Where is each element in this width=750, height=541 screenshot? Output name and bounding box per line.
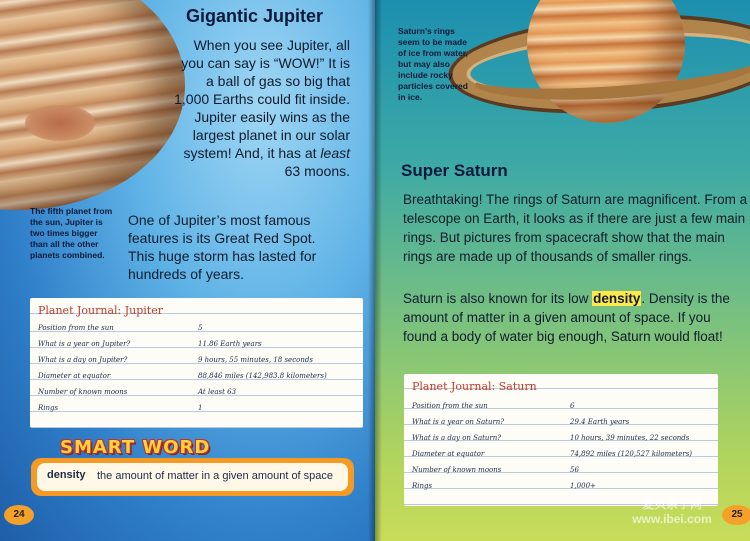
jupiter-paragraph-2: One of Jupiter’s most famous features is its Great Red Spot. This huge storm has lasted for hundreds of years. [128,212,317,282]
great-red-spot [25,105,95,141]
jupiter-image [0,0,185,210]
smart-word-term: density [47,469,86,481]
journal-row: What is a year on Jupiter? 11.86 Earth years [38,340,262,348]
journal-title: Planet Journal: Saturn [412,380,537,393]
page-number-left: 24 [4,505,34,525]
journal-row: What is a year on Saturn? 29.4 Earth years [412,418,630,426]
saturn-caption: Saturn’s rings seem to be made of ice from water, but may also include rocky particles covered in ice. [398,26,468,102]
saturn-paragraph-2: Saturn is also known for its low density. Density is the amount of matter in a given amount of space. If you found a body of water big enough, Saturn would float! [403,291,730,344]
jupiter-paragraph-1: When you see Jupiter, all you can say is “WOW!” It is a ball of gas so big that 1,000 Earths could fit inside. Jupiter easily wins as the largest planet in our solar system! And, it has at least 63 moons. [174,37,350,179]
journal-row: What is a day on Saturn? 10 hours, 39 minutes, 22 seconds [412,434,690,442]
journal-row: Position from the sun 6 [412,402,575,410]
journal-row: Number of known moons 56 [412,466,579,474]
jupiter-caption: The fifth planet from the sun, Jupiter is two times bigger than all the other planets combined. [30,206,113,260]
journal-row: Diameter at equator 74,892 miles (120,527 kilometers) [412,450,693,458]
jupiter-journal [30,298,363,428]
jupiter-heading: Gigantic Jupiter [186,6,324,26]
saturn-paragraph-1: Breathtaking! The rings of Saturn are magnificent. From a telescope on Earth, it looks as if there are just a few main rings. But pictures from spacecraft show that the main rings are made up of thousands of smaller rings. [403,192,748,264]
journal-row: Diameter at equator 88,846 miles (142,983.8 kilometers) [38,372,327,380]
smart-word-inner [37,463,348,491]
smart-word-title: SMART WORD [60,437,211,458]
smart-word-definition: the amount of matter in a given amount of space [97,470,334,482]
journal-row: Rings 1 [38,404,203,412]
journal-row: What is a day on Jupiter? 9 hours, 55 minutes, 18 seconds [38,356,313,364]
journal-title: Planet Journal: Jupiter [38,304,163,317]
book-gutter [368,0,382,541]
journal-row: Rings 1,000+ [412,482,596,490]
journal-row: Number of known moons At least 63 [38,388,237,396]
saturn-journal [404,374,718,506]
smart-word-box [31,458,354,496]
watermark: 爱贝亲子网 www.ibei.com [632,497,712,526]
page-number-right: 25 [722,505,750,525]
saturn-heading: Super Saturn [401,161,508,180]
journal-row: Position from the sun 5 [38,324,203,332]
density-highlight: density [593,291,641,306]
